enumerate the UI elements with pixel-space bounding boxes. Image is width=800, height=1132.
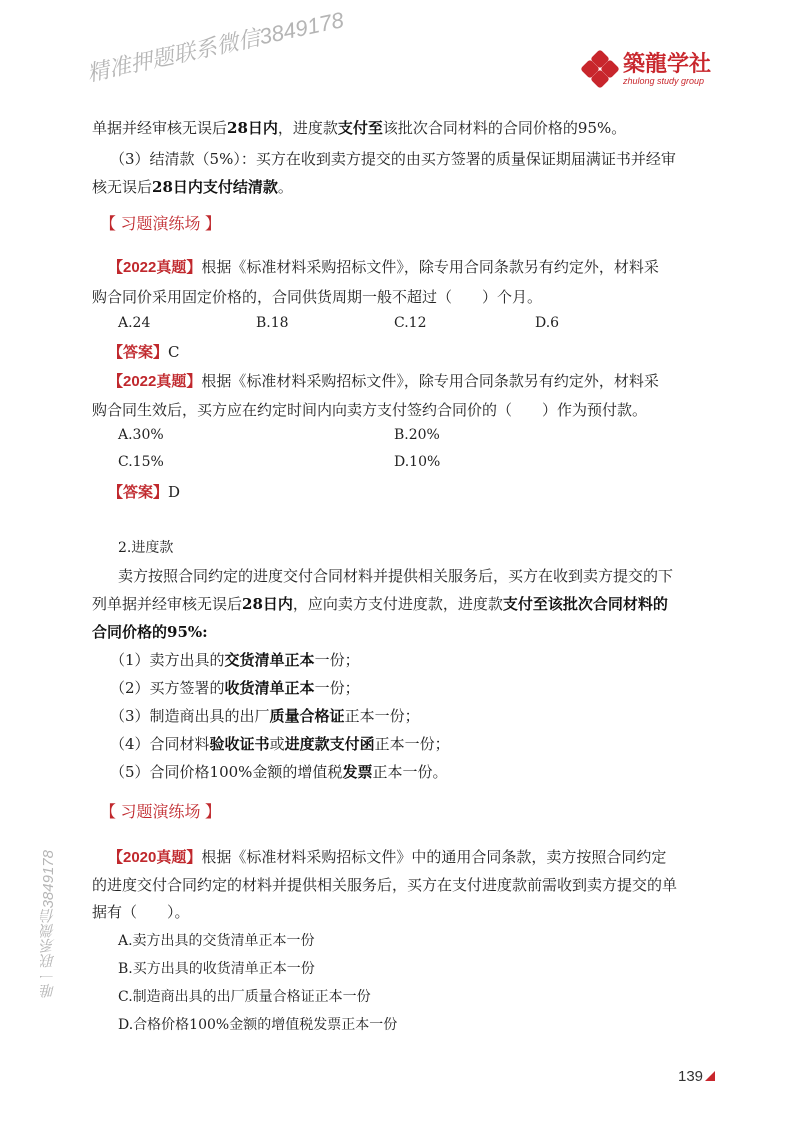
text: 正本一份； <box>374 735 450 753</box>
bold-text: 支付至 <box>337 119 383 137</box>
answer-value: D <box>168 483 181 501</box>
option: B.18 <box>256 315 289 331</box>
question-1-line-1 <box>108 257 659 278</box>
text: （4）合同材料 <box>110 735 210 753</box>
logo-subtitle: zhulong study group <box>623 76 705 86</box>
section-heading: 【 习题演练场 】 <box>100 216 221 233</box>
option: D.10% <box>394 454 441 470</box>
answer-tag: 【答案】 <box>108 484 169 501</box>
text: 正本一份。 <box>372 763 448 781</box>
text: 列单据并经审核无误后 <box>92 595 243 613</box>
text: 该批次合同材料的合同价格的95%。 <box>382 119 627 137</box>
text: ，应向卖方支付进度款，进度款 <box>292 595 503 613</box>
bold-text: 质量合格证 <box>269 707 345 725</box>
question-2-line-1 <box>108 371 659 392</box>
subsection-title: 2.进度款 <box>118 540 174 556</box>
list-item <box>110 650 360 670</box>
question-1-line-2: 购合同价采用固定价格的，合同供货周期一般不超过（ ）个月。 <box>92 288 543 306</box>
text: 根据《标准材料采购招标文件》中的通用合同条款，卖方按照合同约定 <box>201 848 667 866</box>
text: （1）卖方出具的 <box>110 651 225 669</box>
answer-2 <box>108 482 180 503</box>
intro-line-3 <box>92 177 293 197</box>
list-item <box>110 762 447 782</box>
page-number-text: 139 <box>678 1068 704 1085</box>
flower-logo-icon <box>583 52 617 86</box>
year-tag: 【2022真题】 <box>108 259 202 276</box>
bold-text: 交货清单正本 <box>224 651 315 669</box>
text: 一份； <box>314 679 360 697</box>
question-3-line-3: 据有（ ）。 <box>92 903 190 921</box>
option: C.15% <box>118 454 164 470</box>
text: 根据《标准材料采购招标文件》，除专用合同条款另有约定外，材料采 <box>201 258 659 276</box>
brand-logo <box>583 52 711 86</box>
intro-line-2: （3）结清款（5%）：买方在收到卖方提交的由买方签署的质量保证期届满证书并经审 <box>110 150 676 168</box>
progress-para-line-1: 卖方按照合同约定的进度交付合同材料并提供相关服务后，买方在收到卖方提交的下 <box>118 567 674 585</box>
list-item <box>110 678 360 698</box>
question-3-line-1 <box>108 847 666 868</box>
option: A.卖方出具的交货清单正本一份 <box>118 933 315 949</box>
bold-text: 验收证书 <box>209 735 270 753</box>
text: 。 <box>277 178 293 196</box>
answer-1 <box>108 342 180 363</box>
option: A.24 <box>118 315 151 331</box>
text: 单据并经审核无误后 <box>92 119 228 137</box>
page-number <box>678 1068 715 1085</box>
text: 正本一份； <box>344 707 420 725</box>
progress-para-line-2 <box>92 594 668 614</box>
year-tag: 【2020真题】 <box>108 849 202 866</box>
option: B.买方出具的收货清单正本一份 <box>118 961 315 977</box>
bold-text: 28日内 <box>227 119 278 137</box>
watermark-top: 精准押题联系微信3849178 <box>84 7 346 87</box>
question-2-line-2: 购合同生效后，买方应在约定时间内向卖方支付签约合同价的（ ）作为预付款。 <box>92 401 648 419</box>
option: B.20% <box>394 427 440 443</box>
option: A.30% <box>118 427 164 443</box>
list-item <box>110 706 420 726</box>
bold-text: 发票 <box>342 763 373 781</box>
text: （2）买方签署的 <box>110 679 225 697</box>
option: D.6 <box>535 315 560 331</box>
answer-value: C <box>168 343 180 361</box>
question-3-line-2: 的进度交付合同约定的材料并提供相关服务后，买方在支付进度款前需收到卖方提交的单 <box>92 876 678 894</box>
logo-title: 築龍学社 <box>623 51 712 77</box>
corner-triangle-icon <box>705 1071 715 1081</box>
watermark-bottom: 唯一联系微信3849178 <box>40 850 57 999</box>
text: 根据《标准材料采购招标文件》，除专用合同条款另有约定外，材料采 <box>201 372 659 390</box>
bold-text: 28日内 <box>242 595 293 613</box>
bold-text: 收货清单正本 <box>224 679 315 697</box>
option: D.合格价格100%金额的增值税发票正本一份 <box>118 1017 398 1033</box>
text: （3）制造商出具的出厂 <box>110 707 270 725</box>
answer-tag: 【答案】 <box>108 344 169 361</box>
text: （5）合同价格100%金额的增值税 <box>110 763 343 781</box>
option: C.12 <box>394 315 427 331</box>
bold-text: 支付至该批次合同材料的 <box>502 595 668 613</box>
text: 核无误后 <box>92 178 153 196</box>
text: ，进度款 <box>277 119 338 137</box>
option: C.制造商出具的出厂质量合格证正本一份 <box>118 989 371 1005</box>
text: 一份； <box>314 651 360 669</box>
intro-line-1 <box>92 118 626 138</box>
bold-text: 28日内支付结清款 <box>152 178 278 196</box>
year-tag: 【2022真题】 <box>108 373 202 390</box>
text: 或 <box>269 735 285 753</box>
progress-para-line-3: 合同价格的95%: <box>92 623 208 641</box>
section-heading: 【 习题演练场 】 <box>100 804 221 821</box>
list-item <box>110 734 450 754</box>
bold-text: 进度款支付函 <box>284 735 375 753</box>
